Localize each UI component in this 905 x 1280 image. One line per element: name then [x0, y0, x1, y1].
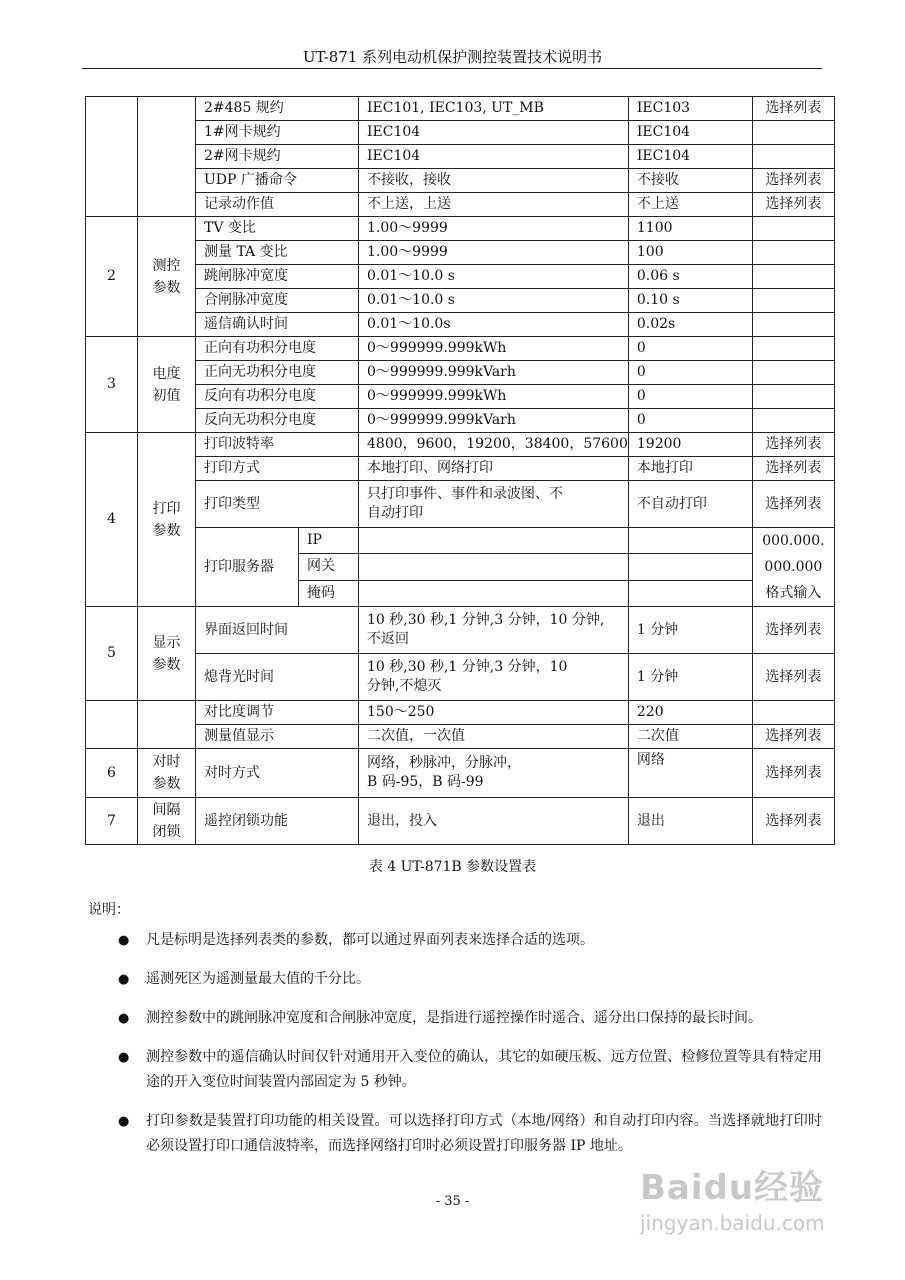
param-subname: IP	[299, 528, 359, 554]
param-default: 本地打印	[628, 457, 752, 481]
bullet-icon: ●	[118, 1011, 130, 1026]
index-cell	[86, 97, 138, 217]
table-row	[86, 289, 835, 313]
param-subname: 网关	[299, 554, 359, 580]
index-cell: 6	[86, 749, 138, 798]
param-range	[359, 580, 629, 606]
param-note	[752, 145, 834, 169]
param-default: 1 分钟	[628, 654, 752, 701]
param-name: 合闸脉冲宽度	[196, 289, 359, 313]
param-name: 测量值显示	[196, 725, 359, 749]
param-range: 10 秒,30 秒,1 分钟,3 分钟，10 分钟,不返回	[359, 607, 629, 654]
param-name: 跳闸脉冲宽度	[196, 265, 359, 289]
param-note	[752, 121, 834, 145]
param-note	[752, 409, 834, 433]
param-range: 0～999999.999kVarh	[359, 409, 629, 433]
param-default: 网络	[628, 749, 752, 798]
table-row	[86, 121, 835, 145]
param-note: 选择列表	[752, 481, 834, 528]
table-row	[86, 481, 835, 528]
param-default: IEC104	[628, 145, 752, 169]
param-range: 4800，9600，19200，38400，57600	[359, 433, 629, 457]
category-cell: 显示参数	[138, 607, 196, 701]
note-line: 格式输入	[765, 585, 822, 601]
param-note	[752, 385, 834, 409]
param-name: 打印方式	[196, 457, 359, 481]
list-item	[118, 1109, 822, 1159]
category-cell: 测控参数	[138, 217, 196, 337]
param-default: 二次值	[628, 725, 752, 749]
param-name: 反向有功积分电度	[196, 385, 359, 409]
table-row	[86, 193, 835, 217]
param-default: 不接收	[628, 169, 752, 193]
param-default	[628, 554, 752, 580]
list-item	[118, 928, 822, 953]
param-range: 1.00～9999	[359, 217, 629, 241]
note-text: 测控参数中的遥信确认时间仅针对通用开入变位的确认，其它的如硬压板、远方位置、检修位置等具有特定用途的开入变位时间装置内部固定为 5 秒钟。	[146, 1049, 822, 1090]
param-name: TV 变比	[196, 217, 359, 241]
param-name: 打印服务器	[196, 528, 299, 607]
table-row	[86, 607, 835, 654]
bullet-icon: ●	[118, 933, 130, 948]
param-range	[359, 749, 629, 798]
param-name: 遥信确认时间	[196, 313, 359, 337]
baidu-watermark	[640, 1160, 870, 1250]
param-range: 0.01～10.0 s	[359, 289, 629, 313]
param-note: 选择列表	[752, 193, 834, 217]
param-range: 0～999999.999kWh	[359, 385, 629, 409]
param-range: IEC104	[359, 121, 629, 145]
table-row	[86, 457, 835, 481]
param-range: 退出，投入	[359, 798, 629, 845]
list-item	[118, 967, 822, 992]
table-row	[86, 433, 835, 457]
param-range: 二次值，一次值	[359, 725, 629, 749]
param-default: IEC104	[628, 121, 752, 145]
param-default: 1100	[628, 217, 752, 241]
category-cell: 打印参数	[138, 433, 196, 607]
param-range: 0.01～10.0s	[359, 313, 629, 337]
page-number: - 35 -	[435, 1194, 470, 1209]
table-row	[86, 97, 835, 121]
notes-list	[118, 928, 822, 1173]
param-note: 选择列表	[752, 607, 834, 654]
index-cell: 5	[86, 607, 138, 701]
param-name: 遥控闭锁功能	[196, 798, 359, 845]
table-row	[86, 241, 835, 265]
param-default: 1 分钟	[628, 607, 752, 654]
param-note: 选择列表	[752, 457, 834, 481]
param-note: 选择列表	[752, 725, 834, 749]
index-cell: 3	[86, 337, 138, 433]
category-cell	[138, 701, 196, 749]
param-name: 1#网卡规约	[196, 121, 359, 145]
param-default: IEC103	[628, 97, 752, 121]
note-line: 000.000	[764, 559, 823, 575]
param-note: 选择列表	[752, 654, 834, 701]
param-default: 不上送	[628, 193, 752, 217]
document-header: UT-871 系列电动机保护测控装置技术说明书	[302, 48, 603, 66]
param-default: 0	[628, 337, 752, 361]
list-item	[118, 1045, 822, 1095]
table-row	[86, 528, 835, 554]
note-text: 打印参数是装置打印功能的相关设置。可以选择打印方式（本地/网络）和自动打印内容。当选择就地打印时必须设置打印口通信波特率，而选择网络打印时必须设置打印服务器 IP 地址。	[146, 1113, 822, 1154]
watermark-url: jingyan.baidu.com	[640, 1211, 825, 1235]
table-row	[86, 385, 835, 409]
param-default: 100	[628, 241, 752, 265]
category-cell: 电度初值	[138, 337, 196, 433]
param-default: 0	[628, 361, 752, 385]
table-row	[86, 169, 835, 193]
param-name: 对时方式	[196, 749, 359, 798]
category-cell: 对时参数	[138, 749, 196, 798]
param-note	[752, 361, 834, 385]
param-name: 正向有功积分电度	[196, 337, 359, 361]
param-note: 选择列表	[752, 97, 834, 121]
param-name: 正向无功积分电度	[196, 361, 359, 385]
param-name: 反向无功积分电度	[196, 409, 359, 433]
table-row	[86, 217, 835, 241]
range-line: B 码-95，B 码-99	[367, 774, 484, 790]
table-row	[86, 337, 835, 361]
list-item	[118, 1006, 822, 1031]
table-caption: 表 4 UT-871B 参数设置表	[368, 859, 537, 875]
bullet-icon: ●	[118, 972, 130, 987]
index-cell: 7	[86, 798, 138, 845]
table-row	[86, 145, 835, 169]
param-default: 0	[628, 385, 752, 409]
param-note: 选择列表	[752, 749, 834, 798]
param-note: 选择列表	[752, 433, 834, 457]
param-name: 记录动作值	[196, 193, 359, 217]
param-default: 0.02s	[628, 313, 752, 337]
note-line: 000.000.	[762, 533, 825, 549]
param-default	[628, 528, 752, 554]
category-cell	[138, 97, 196, 217]
table-row	[86, 654, 835, 701]
param-default: 19200	[628, 433, 752, 457]
index-cell: 2	[86, 217, 138, 337]
table-row	[86, 265, 835, 289]
param-default: 不自动打印	[628, 481, 752, 528]
param-note	[752, 265, 834, 289]
param-name: 2#485 规约	[196, 97, 359, 121]
table-row	[86, 313, 835, 337]
notes-title: 说明：	[88, 902, 130, 918]
param-default: 0.10 s	[628, 289, 752, 313]
note-text: 测控参数中的跳闸脉冲宽度和合闸脉冲宽度，是指进行遥控操作时遥合、遥分出口保持的最长时间。	[146, 1010, 762, 1026]
param-note	[752, 528, 834, 607]
param-name: 打印波特率	[196, 433, 359, 457]
param-default: 0.06 s	[628, 265, 752, 289]
param-name: 熄背光时间	[196, 654, 359, 701]
category-cell: 间隔闭锁	[138, 798, 196, 845]
param-default: 220	[628, 701, 752, 725]
param-name: 2#网卡规约	[196, 145, 359, 169]
table-row	[86, 701, 835, 725]
param-subname: 掩码	[299, 580, 359, 606]
param-range: 150～250	[359, 701, 629, 725]
table-row	[86, 725, 835, 749]
param-range: 不上送，上送	[359, 193, 629, 217]
table-row	[86, 361, 835, 385]
param-default: 0	[628, 409, 752, 433]
range-line: 网络，秒脉冲，分脉冲，	[367, 755, 521, 771]
param-range: 0.01～10.0 s	[359, 265, 629, 289]
param-default	[628, 580, 752, 606]
bullet-icon: ●	[118, 1114, 130, 1129]
param-note	[752, 289, 834, 313]
table-row	[86, 798, 835, 845]
param-name: 界面返回时间	[196, 607, 359, 654]
param-name: 测量 TA 变比	[196, 241, 359, 265]
param-default: 退出	[628, 798, 752, 845]
table-row	[86, 749, 835, 798]
index-cell: 4	[86, 433, 138, 607]
param-name: UDP 广播命令	[196, 169, 359, 193]
parameter-table	[85, 96, 835, 845]
header-rule	[82, 68, 822, 69]
table-row	[86, 409, 835, 433]
param-note	[752, 241, 834, 265]
param-range: 本地打印、网络打印	[359, 457, 629, 481]
param-name: 打印类型	[196, 481, 359, 528]
param-note	[752, 701, 834, 725]
bullet-icon: ●	[118, 1050, 130, 1065]
param-note: 选择列表	[752, 169, 834, 193]
param-name: 对比度调节	[196, 701, 359, 725]
param-range: IEC101, IEC103, UT_MB	[359, 97, 629, 121]
param-range: 不接收，接收	[359, 169, 629, 193]
param-range: 只打印事件、事件和录波图、不自动打印	[359, 481, 629, 528]
param-note	[752, 217, 834, 241]
param-range: 0～999999.999kVarh	[359, 361, 629, 385]
param-range: 10 秒,30 秒,1 分钟,3 分钟，10 分钟,不熄灭	[359, 654, 629, 701]
param-range	[359, 528, 629, 554]
note-text: 遥测死区为遥测量最大值的千分比。	[146, 971, 370, 987]
param-note	[752, 337, 834, 361]
note-text: 凡是标明是选择列表类的参数，都可以通过界面列表来选择合适的选项。	[146, 932, 594, 948]
param-range: 0～999999.999kWh	[359, 337, 629, 361]
param-note	[752, 313, 834, 337]
param-range: IEC104	[359, 145, 629, 169]
param-note: 选择列表	[752, 798, 834, 845]
watermark-logo: Baidu经验	[640, 1168, 825, 1208]
index-cell	[86, 701, 138, 749]
param-range: 1.00～9999	[359, 241, 629, 265]
param-range	[359, 554, 629, 580]
